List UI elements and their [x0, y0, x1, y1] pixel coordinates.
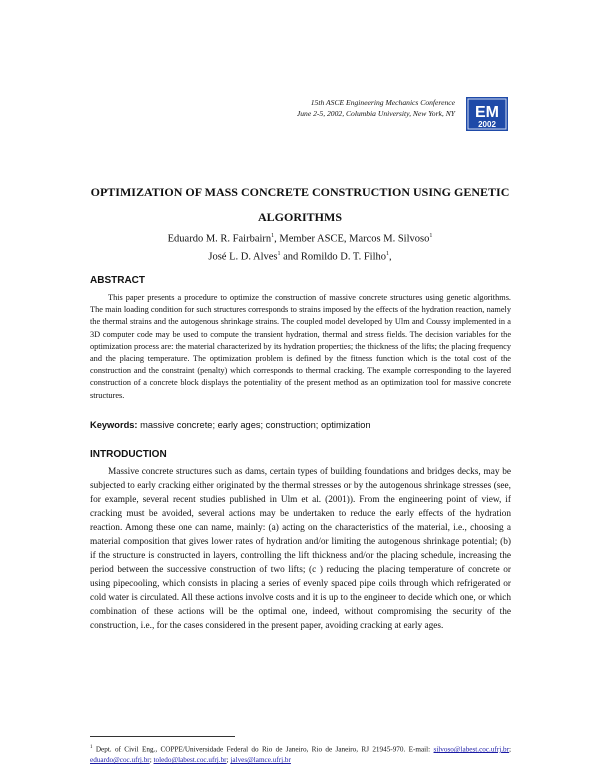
abstract-text: This paper presents a procedure to optimize the construction of massive concrete structures using genetic algorithms. The main loading condition for such structures corresponds to strains imposed by the effects of the hydration reaction, namely the thermal strains and the autogenous shrinkage strains. The coupled model developed by Ulm and Coussy implemented in a 3D computer code may be used to compute the transient hydration, thermal and stress fields. The decision variables for the optimization process are: the material characterized by its hydration properties; the thickness of the lifts; the placing frequency and the placing temperature. The optimization problem is defined by the fitness function which is the total cost of the construction and the constraint (penalty) which corresponds to thermal cracking. The example corresponding to the layered construction of a concrete block displays the potentiality of the present method as an optimization tool for massive concrete structures.: [90, 293, 511, 400]
paper-title-line-2: ALGORITHMS: [257, 210, 342, 224]
introduction-text: Massive concrete structures such as dams, certain types of building foundations and bridges decks, may be subjected to early cracking either originated by the thermal stresses or by the autogenous shrinkage stresses (see, for example, several recent studies published in Ulm et al. (2001)). From the engineering point of view, if cracking must be avoided, several actions may be undertaken to reduce the early effects of the hydration reaction. Among these one can name, mainly: (a) acting on the characteristics of the material, i.e., choosing a material composition that gives lower rates of hydration and/or limiting the autogenous shrinkage potential; (b) if the structure is constructed in layers, controlling the lift thickness and/or the placing schedule, increasing the period between the successive construction of two lifts; (c ) reducing the placing temperature of concrete or using pipecooling, which consists in placing a series of evenly spaced pipe coils through which refrigerated or cold water is circulated. All these actions involve costs and it is up to the engineer to decide which one, or which combination of these actions will be the optimal one, indeed, without compromising the security of the construction, i.e., for the cases considered in the present paper, avoiding cracking at early ages.: [90, 467, 511, 631]
email-link[interactable]: toledo@labest.coc.ufrj.br: [153, 756, 227, 765]
affiliation-mark: 1: [386, 250, 389, 257]
abstract-body: [90, 292, 511, 402]
conference-header: [297, 97, 455, 119]
keywords-label: Keywords:: [90, 420, 138, 430]
footnote-mark: 1: [90, 745, 93, 750]
keywords-text: massive concrete; early ages; construction; optimization: [137, 420, 371, 430]
author-name: and Romildo D. T. Filho: [280, 251, 386, 262]
author-name: José L. D. Alves: [208, 251, 278, 262]
paper-title-line-1: OPTIMIZATION OF MASS CONCRETE CONSTRUCTION USING GENETIC: [90, 185, 510, 199]
introduction-body: [90, 465, 511, 633]
affiliation-mark: 1: [429, 233, 433, 239]
email-link[interactable]: eduardo@coc.ufrj.br: [90, 756, 150, 765]
conference-date-location: June 2-5, 2002, Columbia University, New York, NY: [296, 109, 455, 118]
email-link[interactable]: jalves@lamce.ufrj.br: [230, 756, 291, 765]
em2002-logo: [466, 97, 508, 131]
introduction-heading: INTRODUCTION: [90, 449, 167, 460]
author-name: , Member ASCE, Marcos M. Silvoso: [274, 233, 430, 245]
footnote: $^1$ Dept. of Civil Eng., COPPE/Universidade Federal do Rio de Janeiro, Rio de Janeiro, RJ 21945-970. E-mail: silvoso@labest.coc.ufrj.br; eduardo@coc.ufrj.br; toledo@labest.coc.ufrj.br; jalves@lamce.ufrj.br: [90, 745, 511, 765]
author-name: Eduardo M. R. Fairbairn: [167, 233, 272, 245]
keywords: [90, 420, 511, 430]
email-link[interactable]: silvoso@labest.coc.ufrj.br: [433, 745, 509, 754]
abstract-heading: ABSTRACT: [90, 275, 145, 286]
svg-text:EM: EM: [475, 104, 499, 121]
conference-name: 15th ASCE Engineering Mechanics Conference: [310, 98, 455, 107]
affiliation-mark: 1: [277, 250, 281, 257]
svg-text:2002: 2002: [478, 120, 496, 129]
footnote-text: Dept. of Civil Eng., COPPE/Universidade Federal do Rio de Janeiro, Rio de Janeiro, RJ 21945-970. E-mail:: [92, 745, 434, 754]
footnote-divider: [90, 736, 235, 737]
author-list: Eduardo M. R. Fairbairn$^1$, Member ASCE, Marcos M. Silvoso$^1$ José L. D. Alves$^1$ and Romildo D. T. Filho$^1$,: [167, 233, 433, 262]
affiliation-mark: 1: [271, 233, 275, 239]
